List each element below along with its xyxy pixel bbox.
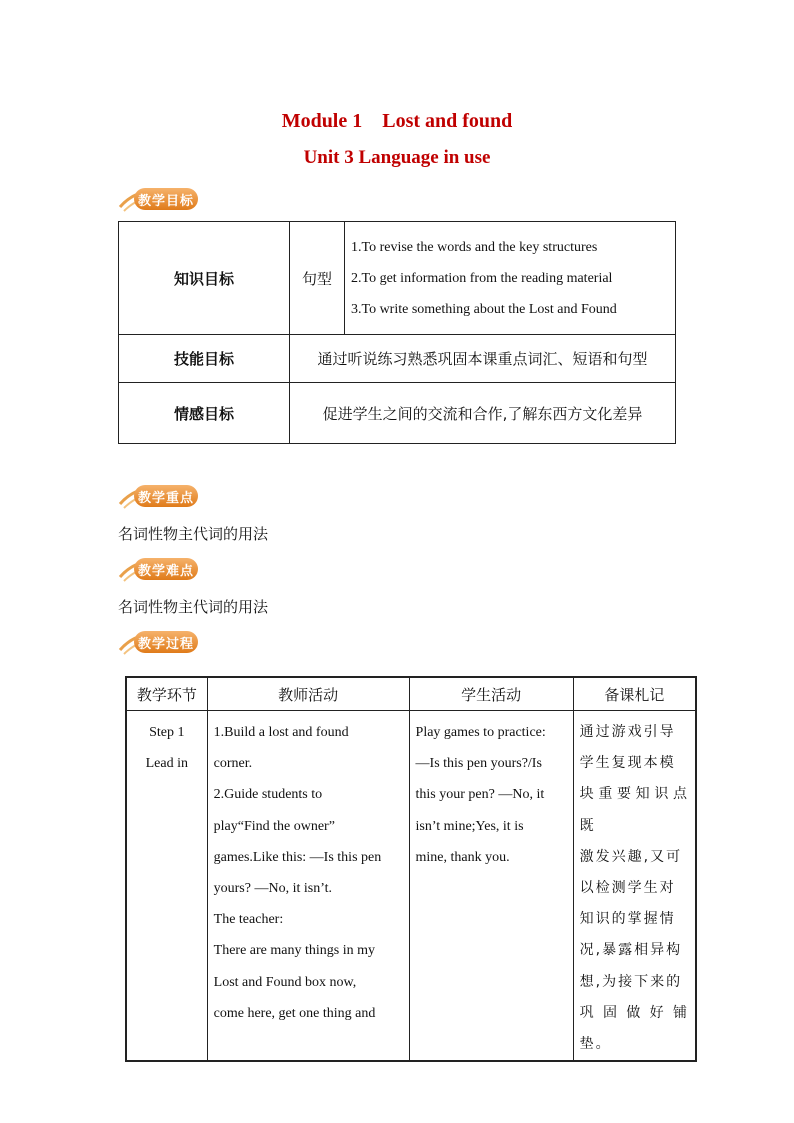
teacher-line: There are many things in my	[213, 943, 375, 959]
lesson-notes	[573, 711, 696, 1062]
header-stage: 教学环节	[126, 677, 207, 711]
section-label-process: 教学过程	[138, 636, 195, 652]
sentence-label: 句型	[290, 222, 345, 335]
teacher-line: 2.Guide students to	[213, 787, 323, 803]
section-label-difficulties: 教学难点	[138, 563, 195, 579]
teacher-line: corner.	[213, 756, 253, 772]
notes-line: 巩固做好铺垫。	[579, 1004, 689, 1053]
knowledge-goal-items	[345, 222, 676, 335]
difficulties-text: 名词性物主代词的用法	[118, 598, 269, 616]
teacher-line: The teacher:	[213, 912, 284, 928]
step-cell	[126, 711, 207, 1062]
notes-line: 以检测学生对	[579, 880, 676, 897]
header-student: 学生活动	[409, 677, 573, 711]
teacher-line: yours? —No, it isn’t.	[213, 881, 332, 897]
knowledge-item: 2.To get information from the reading material	[351, 270, 613, 286]
section-badge-process	[118, 630, 228, 656]
goals-table	[118, 221, 676, 444]
knowledge-item: 1.To revise the words and the key structures	[351, 239, 598, 255]
notes-line: 况,暴露相异构	[579, 942, 683, 959]
teacher-line: 1.Build a lost and found	[213, 725, 349, 740]
teacher-line: come here, get one thing and	[213, 1005, 376, 1021]
emotion-goal-text: 促进学生之间的交流和合作,了解东西方文化差异	[290, 383, 676, 444]
key-points-text: 名词性物主代词的用法	[118, 525, 269, 543]
process-table	[125, 676, 697, 1062]
section-label-objectives: 教学目标	[138, 193, 195, 209]
skill-goal-label: 技能目标	[119, 335, 290, 383]
section-badge-key-points	[118, 484, 228, 510]
notes-line: 知识的掌握情	[579, 911, 676, 928]
section-badge-objectives	[118, 187, 228, 213]
notes-line: 块重要知识点既	[579, 786, 689, 834]
step-name: Lead in	[145, 756, 188, 771]
student-line: Play games to practice:	[415, 725, 546, 740]
header-teacher: 教师活动	[207, 677, 409, 711]
student-line: isn’t mine;Yes, it is	[415, 818, 524, 834]
header-notes: 备课札记	[573, 677, 696, 711]
section-label-key-points: 教学重点	[138, 490, 195, 506]
teacher-activity	[207, 711, 409, 1062]
student-activity	[409, 711, 573, 1062]
section-badge-difficulties	[118, 557, 228, 583]
student-line: —Is this pen yours?/Is	[415, 756, 542, 772]
skill-goal-text: 通过听说练习熟悉巩固本课重点词汇、短语和句型	[290, 335, 676, 383]
emotion-goal-label: 情感目标	[119, 383, 290, 444]
student-line: mine, thank you.	[415, 849, 510, 865]
step-number: Step 1	[149, 725, 185, 740]
teacher-line: Lost and Found box now,	[213, 974, 357, 990]
notes-line: 学生复现本模	[579, 755, 676, 772]
student-line: this your pen? —No, it	[415, 787, 545, 803]
notes-line: 想,为接下来的	[579, 973, 683, 990]
teacher-line: games.Like this: —Is this pen	[213, 849, 382, 865]
notes-line: 激发兴趣,又可	[579, 848, 683, 865]
unit-title: Unit 3 Language in use	[303, 147, 491, 168]
knowledge-goal-label: 知识目标	[119, 222, 290, 335]
teacher-line: play“Find the owner”	[213, 818, 335, 834]
notes-line: 通过游戏引导	[579, 724, 676, 740]
module-title: Module 1 Lost and found	[281, 110, 513, 132]
knowledge-item: 3.To write something about the Lost and Found	[351, 301, 617, 317]
